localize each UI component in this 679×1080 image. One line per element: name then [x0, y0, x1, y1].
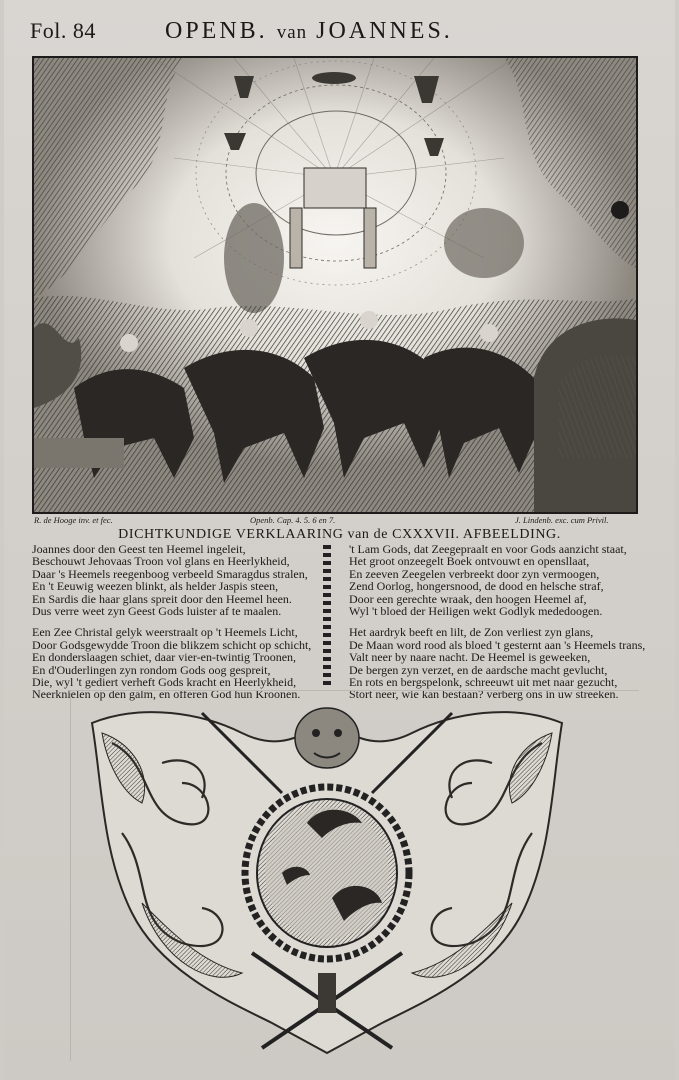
poem-stanza-right-1: [349, 543, 645, 617]
plate-caption-reference: Openb. Cap. 4. 5. 6 en 7.: [250, 515, 336, 525]
title-main: OPENB.: [165, 18, 268, 44]
poem-line: Valt neer by naare nacht. De Heemel is geweeken,: [349, 650, 591, 665]
poem-line: Beschouwt Jehovaas Troon vol glans en Heerlykheid,: [32, 554, 290, 569]
poem-line: Daar 's Heemels reegenboog verbeeld Smaragdus stralen,: [32, 566, 308, 581]
poem-line: Dus verre weet zyn Geest Gods luister af te maalen.: [32, 604, 282, 619]
poem-line: En rots en bergspelonk, schreeuwt uit met naar gezucht,: [349, 675, 618, 690]
page-header: [0, 10, 679, 50]
title-van: van: [276, 22, 308, 43]
poem-line: Neerknielen op den galm, en offeren God hun Kroonen.: [32, 687, 301, 702]
poem-line: En zeeven Zeegelen verbreekt door zyn vermoogen,: [349, 566, 600, 581]
cartouche-ornament: [82, 703, 572, 1058]
folio-number: Fol. 84: [30, 18, 96, 43]
poem-line: 't Lam Gods, dat Zeegepraalt en voor Gods aanzicht staat,: [349, 542, 627, 556]
engraving-plate: [32, 56, 638, 514]
poem-line: En 't Eeuwig weezen blinkt, als helder Jaspis steen,: [32, 579, 279, 594]
poem-line: Het aardryk beeft en lilt, de Zon verliest zyn glans,: [349, 625, 594, 640]
poem-right-column: [349, 543, 645, 701]
section-heading: DICHTKUNDIGE VERKLAARING van de CXXXVII. AFBEELDING.: [118, 527, 561, 542]
poem-line: Een Zee Christal gelyk weerstraalt op 't Heemels Licht,: [32, 625, 298, 640]
poem-line: Het groot onzeegelt Boek ontvouwt en opensllaat,: [349, 554, 590, 569]
poem-line: Door een gerechte wraak, den hoogen Heemel af,: [349, 591, 587, 606]
apocalypse-engraving: [34, 58, 636, 512]
poem-line: Door Godsgewydde Troon die blikzem schicht op schicht,: [32, 637, 312, 652]
poem-line: Zend Oorlog, hongersnood, de dood en helsche straf,: [349, 579, 604, 594]
plate-caption-artist: R. de Hooge inv. et fec.: [34, 515, 113, 525]
poem-line: Wyl 't bloed der Heiligen wekt Godlyk mededoogen.: [349, 604, 603, 619]
page-title: [165, 18, 453, 45]
column-divider: [323, 545, 331, 687]
title-name: JOANNES.: [316, 18, 453, 44]
poem-line: En Sardis die haar glans spreit door den Heemel heen.: [32, 591, 292, 606]
poem-line: Die, wyl 't gediert verheft Gods kracht en Heerlykheid,: [32, 675, 297, 690]
poem-line: Joannes door den Geest ten Heemel ingeleit,: [32, 542, 246, 556]
plate-caption-publisher: J. Lindenb. exc. cum Privil.: [515, 515, 609, 525]
poem-line: Stort neer, wie kan bestaan? verberg ons in uw streeken.: [349, 687, 619, 702]
poem-line: En d'Ouderlingen zyn rondom Gods oog gespreit,: [32, 662, 271, 677]
poem-stanza-left-1: [32, 543, 311, 617]
poem-line: En donderslaagen schiet, daar vier-en-twintig Troonen,: [32, 650, 297, 665]
poem-line: De bergen zyn verzet, en de aardsche macht gevlucht,: [349, 662, 608, 677]
poem-left-column: [32, 543, 311, 701]
poem-line: De Maan word rood als bloed 't gesternt aan 's Heemels trans,: [349, 637, 646, 652]
